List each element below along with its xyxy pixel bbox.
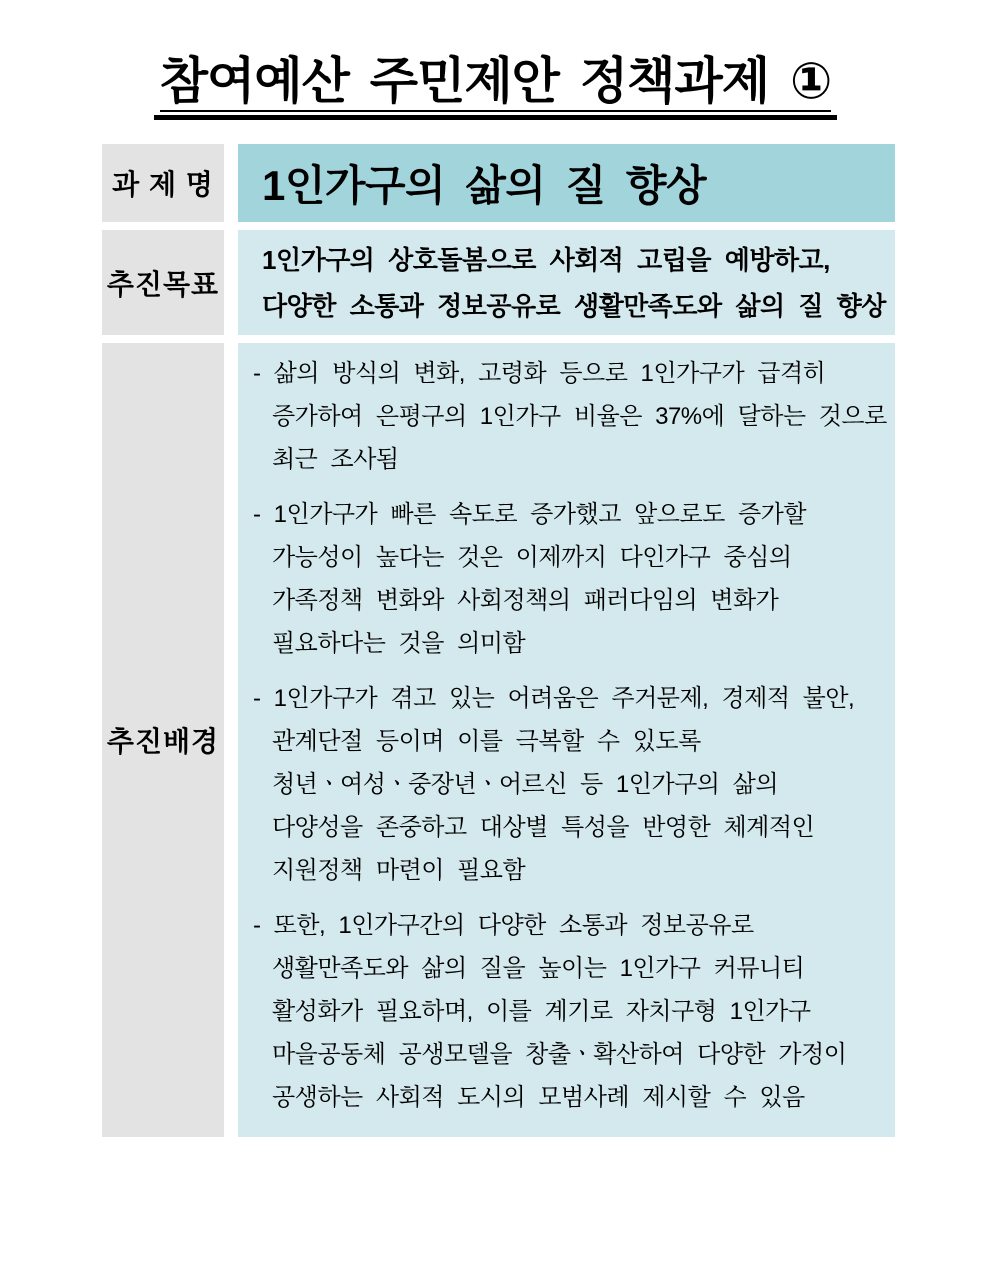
bullet-line: 다양성을 존중하고 대상별 특성을 반영한 체계적인	[272, 814, 815, 841]
policy-table	[102, 144, 895, 1137]
page-title	[0, 0, 991, 120]
title-underline	[154, 54, 838, 120]
bullet-line: 생활만족도와 삶의 질을 높이는 1인가구 커뮤니티	[272, 955, 805, 982]
bullet-line: 가족정책 변화와 사회정책의 패러다임의 변화가	[272, 587, 779, 614]
goal-line: 1인가구의 상호돌봄으로 사회적 고립을 예방하고,	[262, 244, 830, 275]
bullet-line: 지원정책 마련이 필요함	[272, 857, 526, 884]
row-label-goal-text: 추진목표	[106, 268, 220, 300]
task-name-value-text: 1인가구의 삶의 질 향상	[262, 162, 707, 209]
goal-line: 다양한 소통과 정보공유로 생활만족도와 삶의 질 향상	[262, 290, 886, 321]
bullet-line: 가능성이 높다는 것은 이제까지 다인가구 중심의	[272, 544, 792, 571]
bullet-line: 최근 조사됨	[272, 446, 399, 473]
background-content-cell	[238, 343, 895, 1137]
bullet-line: - 1인가구가 빠른 속도로 증가했고 앞으로도 증가할	[253, 501, 807, 528]
row-label-background-text: 추진배경	[106, 726, 220, 757]
bullet-line: 청년ㆍ여성ㆍ중장년ㆍ어르신 등 1인가구의 삶의	[272, 771, 779, 798]
page-title-text: 참여예산 주민제안 정책과제 ①	[160, 54, 832, 112]
row-label-task-name	[102, 144, 224, 222]
bullet-line: - 삶의 방식의 변화, 고령화 등으로 1인가구가 급격히	[253, 360, 826, 387]
background-bullet-3	[253, 677, 885, 892]
bullet-line: 필요하다는 것을 의미함	[272, 630, 526, 657]
bullet-line: 마을공동체 공생모델을 창출ㆍ확산하여 다양한 가정이	[272, 1041, 847, 1068]
background-bullet-4	[253, 904, 885, 1119]
row-label-task-name-text: 과 제 명	[112, 169, 214, 200]
goal-content-cell	[238, 230, 895, 335]
task-name-value-cell	[238, 144, 895, 222]
bullet-line: 관계단절 등이며 이를 극복할 수 있도록	[272, 728, 701, 755]
background-bullet-2	[253, 493, 885, 665]
row-label-background	[102, 343, 224, 1137]
background-bullet-1	[253, 352, 887, 481]
bullet-line: - 1인가구가 겪고 있는 어려움은 주거문제, 경제적 불안,	[253, 685, 855, 712]
bullet-line: 공생하는 사회적 도시의 모범사례 제시할 수 있음	[272, 1084, 805, 1111]
bullet-line: 증가하여 은평구의 1인가구 비율은 37%에 달하는 것으로	[272, 403, 887, 430]
row-label-goal	[102, 230, 224, 335]
bullet-line: - 또한, 1인가구간의 다양한 소통과 정보공유로	[253, 912, 754, 939]
bullet-line: 활성화가 필요하며, 이를 계기로 자치구형 1인가구	[272, 998, 811, 1025]
